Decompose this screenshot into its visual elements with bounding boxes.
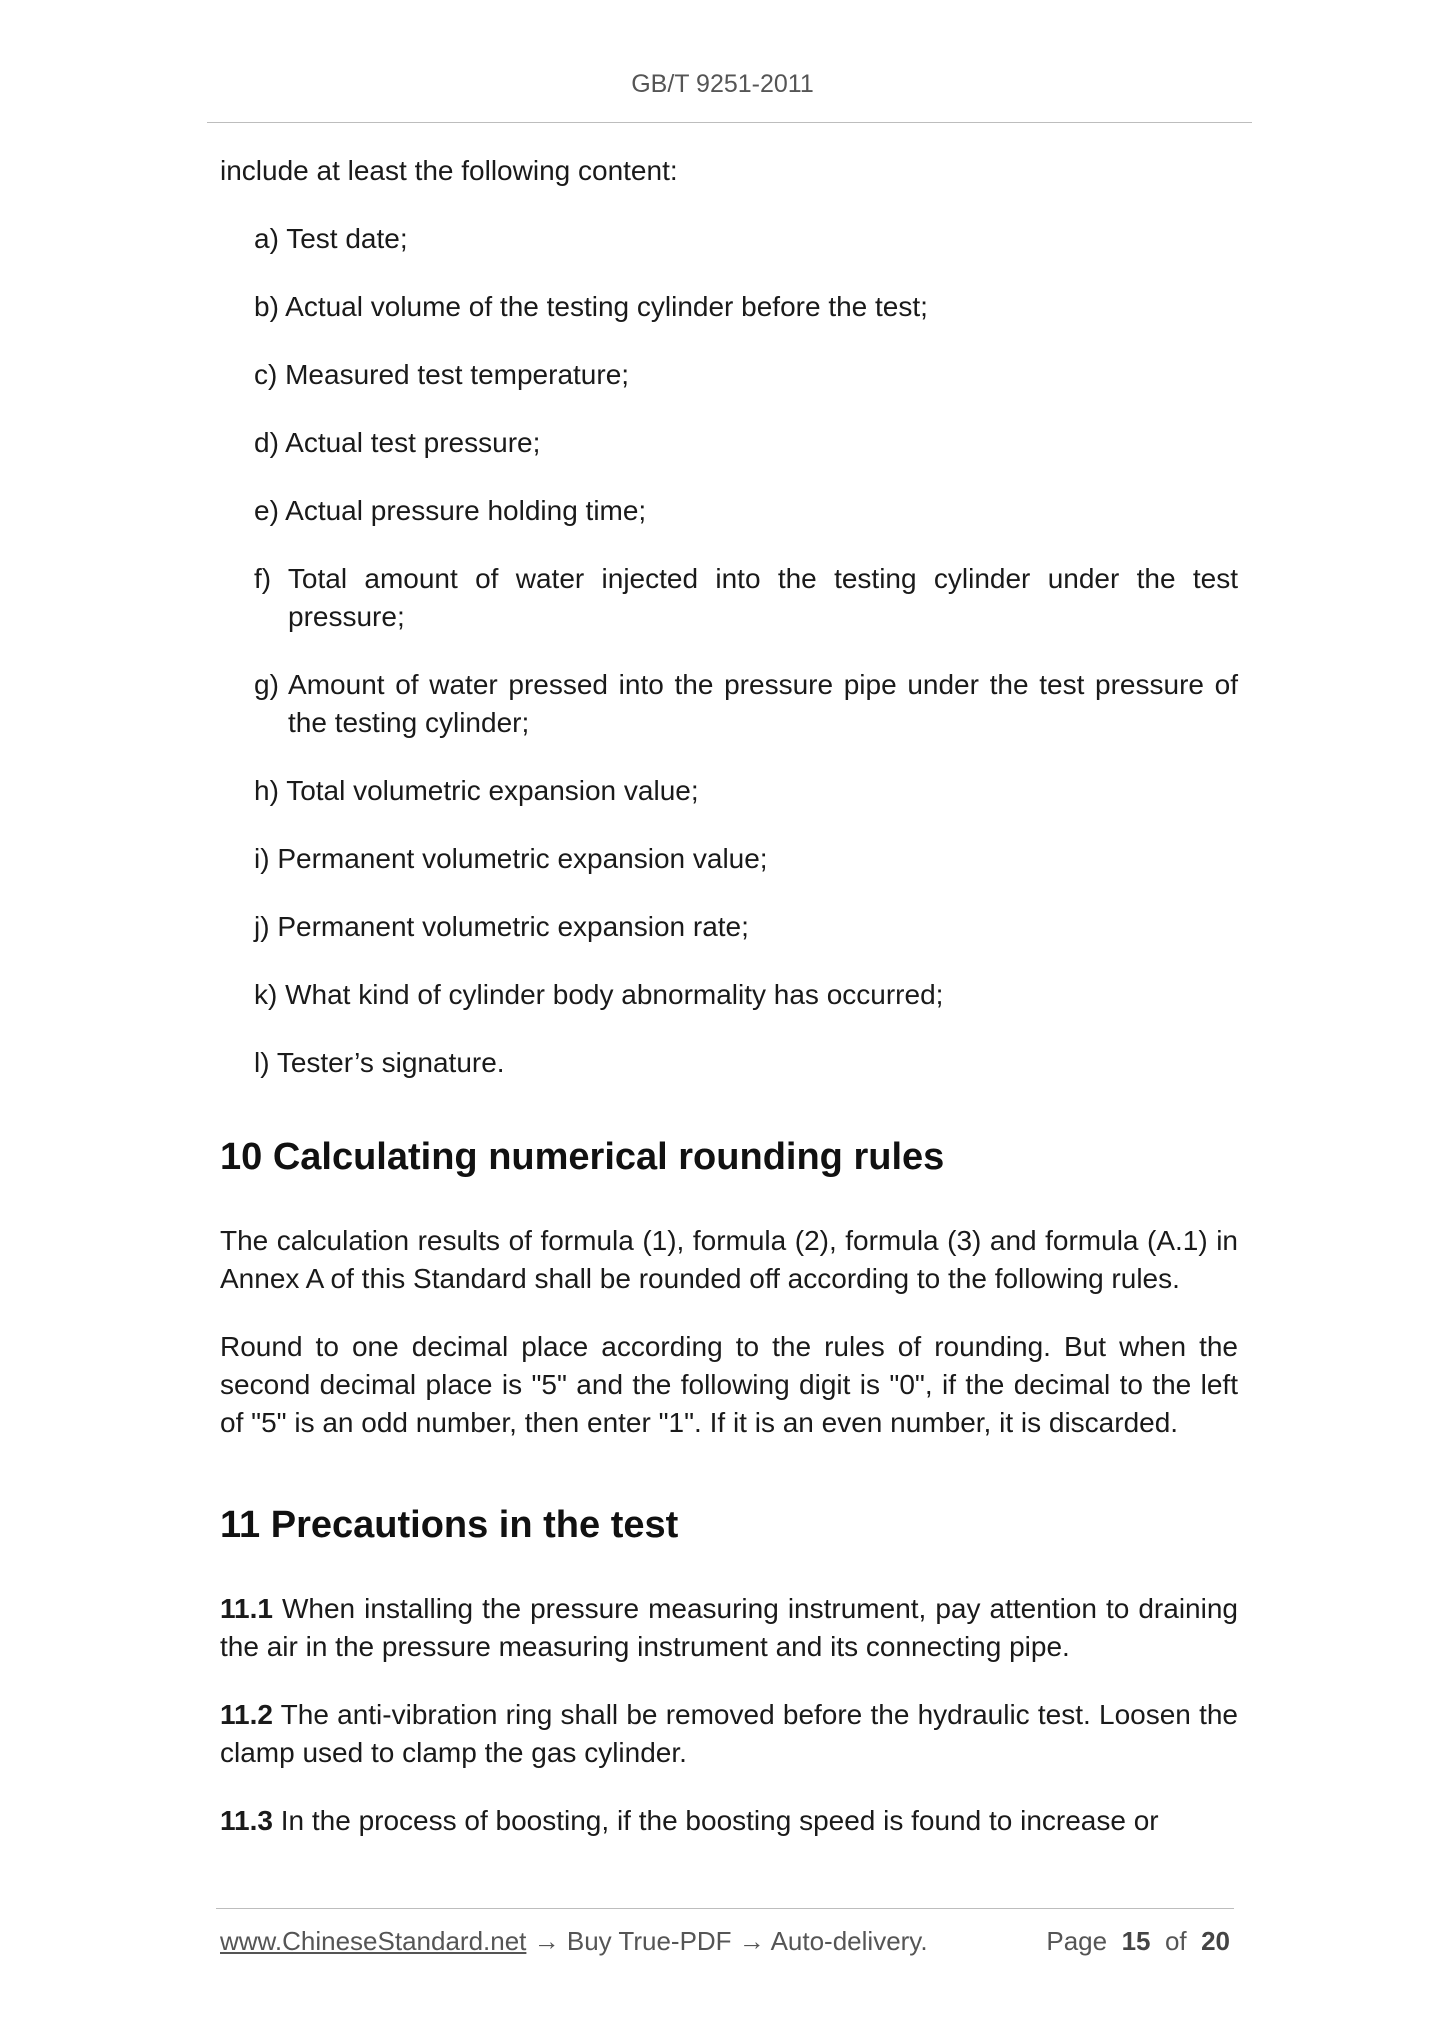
page-word: Page	[1046, 1926, 1108, 1956]
list-marker: a)	[254, 223, 279, 254]
footer-tagline: → Buy True-PDF → Auto-delivery.	[526, 1926, 928, 1956]
intro-text: include at least the following content:	[220, 155, 678, 186]
clause-text: In the process of boosting, if the boosting speed is found to increase or	[280, 1805, 1159, 1836]
clause-11-2	[220, 1696, 1238, 1772]
list-item	[254, 424, 1238, 462]
clause-11-3	[220, 1802, 1238, 1840]
current-page: 15	[1121, 1926, 1151, 1956]
section-10-heading: 10 Calculating numerical rounding rules	[220, 1136, 945, 1178]
list-marker: k)	[254, 979, 278, 1010]
list-item-text: Permanent volumetric expansion value;	[277, 843, 768, 874]
list-item	[254, 908, 1238, 946]
section-10-paragraph: The calculation results of formula (1), formula (2), formula (3) and formula (A.1) in Annex A of this Standard shall be rounded off according to the following rules.	[220, 1225, 1238, 1294]
clause-number: 11.1	[220, 1593, 273, 1624]
list-item-text: Total volumetric expansion value;	[286, 775, 699, 806]
list-marker: g)	[254, 669, 279, 700]
of-word: of	[1164, 1926, 1187, 1956]
page-indicator	[1046, 1926, 1230, 1957]
list-item-text: Permanent volumetric expansion rate;	[277, 911, 749, 942]
list-marker: d)	[254, 427, 279, 458]
list-item	[254, 772, 1238, 810]
list-marker: f)	[254, 563, 272, 594]
clause-text: The anti-vibration ring shall be removed before the hydraulic test. Loosen the clamp used to clamp the gas cylinder.	[220, 1699, 1239, 1768]
page-footer	[220, 1926, 1230, 1957]
list-item	[254, 976, 1238, 1014]
clause-number: 11.2	[220, 1699, 273, 1730]
list-item	[254, 560, 1238, 636]
document-header: GB/T 9251-2011	[631, 70, 814, 98]
list-item-text: Actual pressure holding time;	[285, 495, 647, 526]
list-item	[254, 356, 1238, 394]
clause-11-1	[220, 1590, 1238, 1666]
list-item	[254, 1044, 1238, 1082]
list-item	[254, 666, 1238, 742]
header-divider	[207, 122, 1252, 123]
list-marker: j)	[254, 911, 270, 942]
list-marker: h)	[254, 775, 279, 806]
list-item-text: Test date;	[286, 223, 408, 254]
list-marker: e)	[254, 495, 279, 526]
clause-text: When installing the pressure measuring instrument, pay attention to draining the air in the pressure measuring instrument and its connecting pipe.	[220, 1593, 1238, 1662]
website-link[interactable]: www.ChineseStandard.net	[220, 1926, 527, 1956]
list-item	[254, 492, 1238, 530]
section-10-paragraph: Round to one decimal place according to the rules of rounding. But when the second decimal place is "5" and the following digit is "0", if the decimal to the left of "5" is an odd number, then enter "1". If it is an even number, it is discarded.	[220, 1331, 1238, 1438]
list-item-text: Actual volume of the testing cylinder before the test;	[285, 291, 928, 322]
list-marker: c)	[254, 359, 278, 390]
list-marker: l)	[254, 1047, 270, 1078]
list-item-text: Measured test temperature;	[285, 359, 630, 390]
clause-number: 11.3	[220, 1805, 273, 1836]
list-marker: b)	[254, 291, 279, 322]
list-item-text: Tester’s signature.	[276, 1047, 505, 1078]
total-pages: 20	[1201, 1926, 1230, 1956]
list-item	[254, 288, 1238, 326]
list-item	[254, 220, 1238, 258]
page-content	[220, 152, 1238, 1870]
list-item-text: Total amount of water injected into the testing cylinder under the test pressure;	[287, 563, 1238, 632]
footer-divider	[216, 1908, 1234, 1909]
list-item	[254, 840, 1238, 878]
list-marker: i)	[254, 843, 270, 874]
list-item-text: Actual test pressure;	[285, 427, 541, 458]
content-list	[220, 220, 1238, 1082]
list-item-text: Amount of water pressed into the pressure pipe under the test pressure of the testing cylinder;	[288, 669, 1239, 738]
section-11-heading: 11 Precautions in the test	[220, 1504, 679, 1546]
list-item-text: What kind of cylinder body abnormality has occurred;	[285, 979, 944, 1010]
